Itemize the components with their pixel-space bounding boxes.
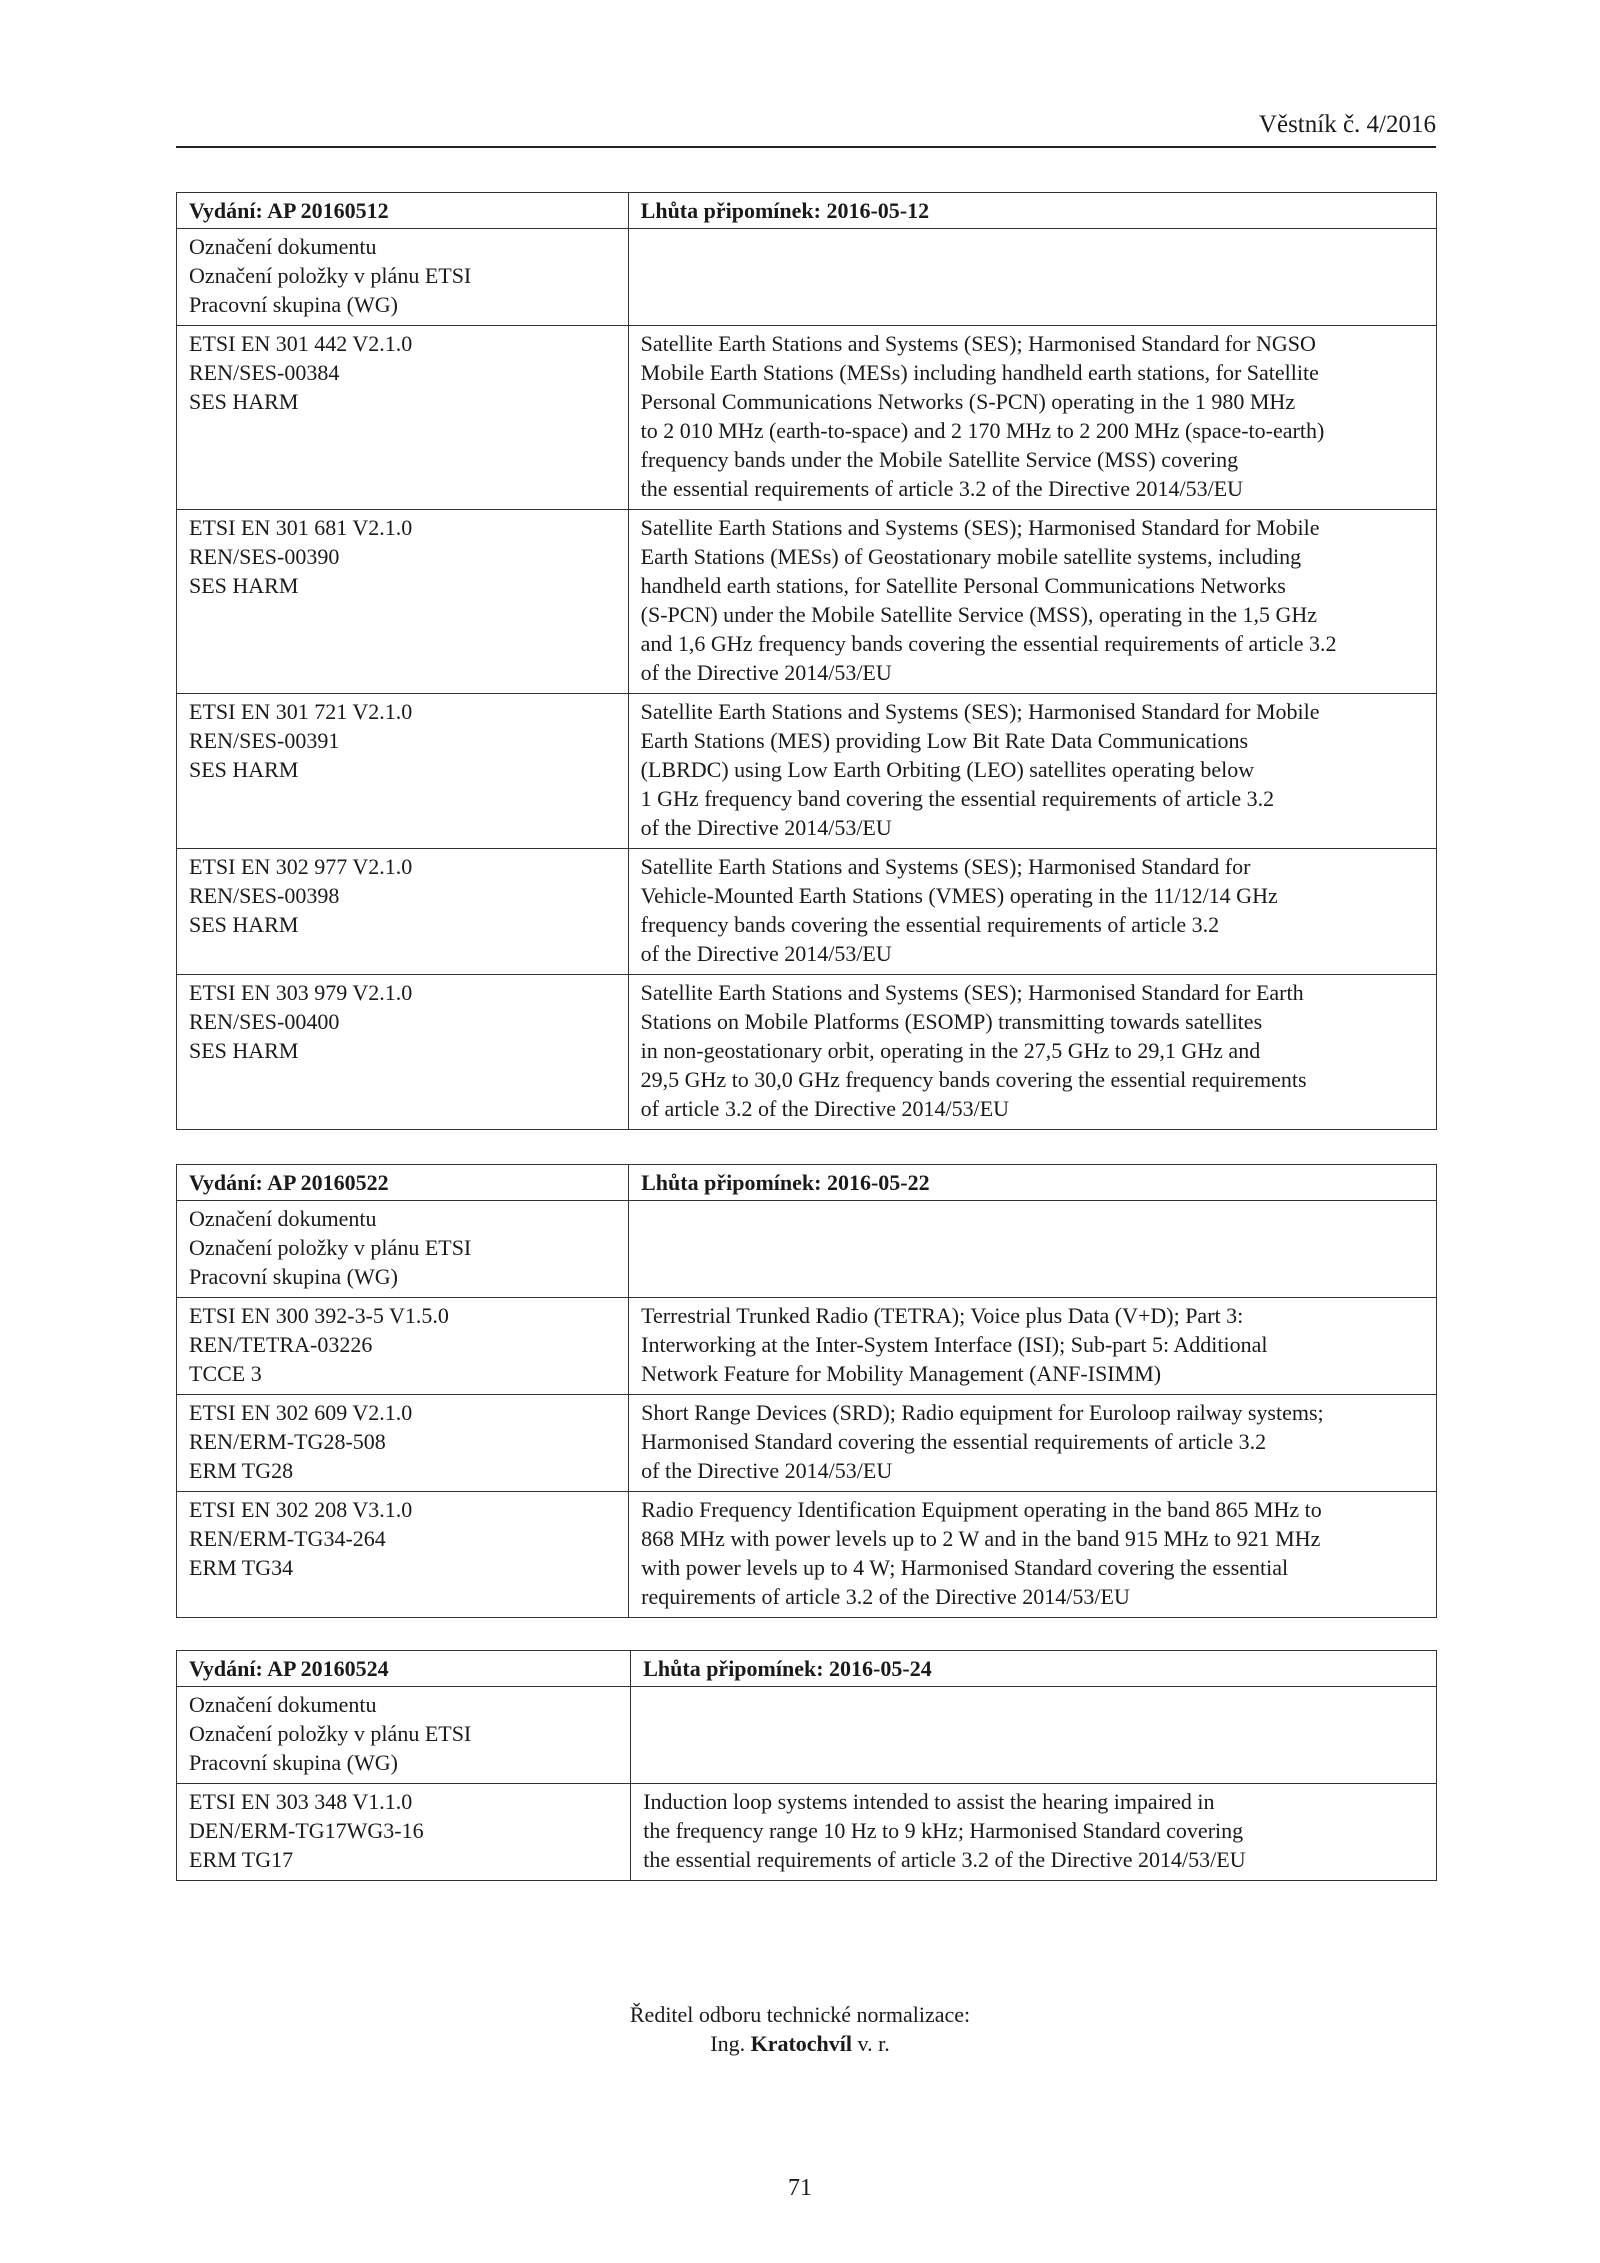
working-group: SES HARM: [189, 389, 299, 414]
work-item: REN/SES-00398: [189, 883, 340, 908]
title-line: Network Feature for Mobility Management (ANF-ISIMM): [641, 1361, 1162, 1386]
signatory-name: Kratochvíl: [750, 2031, 853, 2056]
title-line: frequency bands covering the essential requirements of article 3.2: [640, 912, 1220, 937]
working-group: ERM TG17: [189, 1847, 294, 1872]
title-line: Satellite Earth Stations and Systems (SES); Harmonised Standard for Mobile: [640, 515, 1320, 540]
standard-number: ETSI EN 302 609 V2.1.0: [189, 1400, 413, 1425]
label-line: Označení dokumentu: [189, 234, 377, 259]
table-row: [177, 1492, 1437, 1618]
table-row: [177, 849, 1437, 975]
title-line: requirements of article 3.2 of the Directive 2014/53/EU: [641, 1584, 1130, 1609]
title-line: Short Range Devices (SRD); Radio equipment for Euroloop railway systems;: [641, 1400, 1324, 1425]
standard-id-cell: [177, 694, 629, 849]
label-line: Pracovní skupina (WG): [189, 1750, 398, 1775]
signatory-name-line: [0, 2029, 1600, 2058]
standard-title-cell: [628, 975, 1436, 1130]
empty-cell: [629, 1201, 1437, 1298]
deadline-cell: Lhůta připomínek: 2016-05-24: [631, 1651, 1437, 1687]
title-line: Satellite Earth Stations and Systems (SES); Harmonised Standard for Mobile: [640, 699, 1320, 724]
title-line: of the Directive 2014/53/EU: [641, 1458, 893, 1483]
working-group: ERM TG34: [189, 1555, 294, 1580]
label-row: [177, 229, 1437, 326]
standard-number: ETSI EN 302 977 V2.1.0: [189, 854, 413, 879]
work-item: REN/TETRA-03226: [189, 1332, 373, 1357]
title-line: to 2 010 MHz (earth-to-space) and 2 170 MHz to 2 200 MHz (space-to-earth): [640, 418, 1325, 443]
standard-title-cell: [629, 1298, 1437, 1395]
title-line: of article 3.2 of the Directive 2014/53/EU: [640, 1096, 1010, 1121]
title-line: of the Directive 2014/53/EU: [640, 815, 892, 840]
work-item: REN/SES-00384: [189, 360, 340, 385]
title-line: Induction loop systems intended to assist the hearing impaired in: [643, 1789, 1215, 1814]
announcement-table: [176, 1650, 1437, 1881]
title-line: Mobile Earth Stations (MESs) including handheld earth stations, for Satellite: [640, 360, 1319, 385]
label-cell: [177, 229, 629, 326]
work-item: REN/SES-00400: [189, 1009, 340, 1034]
work-item: REN/ERM-TG28-508: [189, 1429, 386, 1454]
label-line: Označení položky v plánu ETSI: [189, 1235, 472, 1260]
standard-number: ETSI EN 303 348 V1.1.0: [189, 1789, 413, 1814]
table-row: [177, 510, 1437, 694]
issue-cell: Vydání: AP 20160522: [177, 1165, 629, 1201]
table-header-row: [177, 1165, 1437, 1201]
standard-id-cell: [177, 326, 629, 510]
standard-title-cell: [631, 1784, 1437, 1881]
signatory-suffix: v. r.: [857, 2031, 890, 2056]
table-row: [177, 975, 1437, 1130]
title-line: frequency bands under the Mobile Satellite Service (MSS) covering: [640, 447, 1239, 472]
title-line: 868 MHz with power levels up to 2 W and in the band 915 MHz to 921 MHz: [641, 1526, 1321, 1551]
table-row: [177, 1395, 1437, 1492]
title-line: 1 GHz frequency band covering the essential requirements of article 3.2: [640, 786, 1275, 811]
title-line: Satellite Earth Stations and Systems (SES); Harmonised Standard for: [640, 854, 1251, 879]
label-cell: [177, 1687, 631, 1784]
title-line: handheld earth stations, for Satellite Personal Communications Networks: [640, 573, 1286, 598]
work-item: DEN/ERM-TG17WG3-16: [189, 1818, 424, 1843]
standard-number: ETSI EN 300 392-3-5 V1.5.0: [189, 1303, 449, 1328]
standard-number: ETSI EN 301 721 V2.1.0: [189, 699, 413, 724]
standard-number: ETSI EN 302 208 V3.1.0: [189, 1497, 413, 1522]
standard-id-cell: [177, 1298, 629, 1395]
standard-title-cell: [629, 1395, 1437, 1492]
title-line: Stations on Mobile Platforms (ESOMP) transmitting towards satellites: [640, 1009, 1263, 1034]
title-line: with power levels up to 4 W; Harmonised Standard covering the essential: [641, 1555, 1289, 1580]
issue-cell: Vydání: AP 20160524: [177, 1651, 631, 1687]
title-line: 29,5 GHz to 30,0 GHz frequency bands covering the essential requirements: [640, 1067, 1307, 1092]
standard-id-cell: [177, 1492, 629, 1618]
work-item: REN/SES-00391: [189, 728, 340, 753]
empty-cell: [628, 229, 1436, 326]
table-row: [177, 694, 1437, 849]
title-line: the frequency range 10 Hz to 9 kHz; Harmonised Standard covering: [643, 1818, 1244, 1843]
table-row: [177, 1298, 1437, 1395]
title-line: Interworking at the Inter-System Interface (ISI); Sub-part 5: Additional: [641, 1332, 1268, 1357]
title-line: Satellite Earth Stations and Systems (SES); Harmonised Standard for Earth: [640, 980, 1304, 1005]
deadline-cell: Lhůta připomínek: 2016-05-22: [629, 1165, 1437, 1201]
label-line: Pracovní skupina (WG): [189, 292, 398, 317]
label-line: Označení položky v plánu ETSI: [189, 1721, 472, 1746]
title-line: Terrestrial Trunked Radio (TETRA); Voice plus Data (V+D); Part 3:: [641, 1303, 1244, 1328]
signatory-title: Ing.: [710, 2031, 746, 2056]
working-group: ERM TG28: [189, 1458, 294, 1483]
working-group: TCCE 3: [189, 1361, 262, 1386]
standard-title-cell: [628, 694, 1436, 849]
title-line: the essential requirements of article 3.2 of the Directive 2014/53/EU: [640, 476, 1244, 501]
table-row: [177, 326, 1437, 510]
signatory-role: Ředitel odboru technické normalizace:: [629, 2002, 971, 2027]
title-line: (LBRDC) using Low Earth Orbiting (LEO) satellites operating below: [640, 757, 1255, 782]
standard-id-cell: [177, 849, 629, 975]
title-line: Vehicle-Mounted Earth Stations (VMES) operating in the 11/12/14 GHz: [640, 883, 1278, 908]
title-line: Satellite Earth Stations and Systems (SES); Harmonised Standard for NGSO: [640, 331, 1316, 356]
title-line: in non-geostationary orbit, operating in the 27,5 GHz to 29,1 GHz and: [640, 1038, 1261, 1063]
working-group: SES HARM: [189, 912, 299, 937]
label-cell: [177, 1201, 629, 1298]
title-line: Earth Stations (MES) providing Low Bit Rate Data Communications: [640, 728, 1249, 753]
title-line: Earth Stations (MESs) of Geostationary mobile satellite systems, including: [640, 544, 1302, 569]
standard-id-cell: [177, 1395, 629, 1492]
working-group: SES HARM: [189, 1038, 299, 1063]
label-line: Označení dokumentu: [189, 1206, 377, 1231]
standard-title-cell: [628, 849, 1436, 975]
standard-number: ETSI EN 301 442 V2.1.0: [189, 331, 413, 356]
title-line: of the Directive 2014/53/EU: [640, 941, 892, 966]
issue-cell: Vydání: AP 20160512: [177, 193, 629, 229]
table-header-row: [177, 193, 1437, 229]
page-number: 71: [788, 2175, 812, 2201]
empty-cell: [631, 1687, 1437, 1784]
working-group: SES HARM: [189, 573, 299, 598]
standard-number: ETSI EN 303 979 V2.1.0: [189, 980, 413, 1005]
announcement-table: [176, 1164, 1437, 1618]
deadline-cell: Lhůta připomínek: 2016-05-12: [628, 193, 1436, 229]
title-line: Harmonised Standard covering the essential requirements of article 3.2: [641, 1429, 1267, 1454]
label-line: Pracovní skupina (WG): [189, 1264, 398, 1289]
table-header-row: [177, 1651, 1437, 1687]
page-header: [176, 110, 1436, 148]
standard-title-cell: [628, 326, 1436, 510]
label-row: [177, 1201, 1437, 1298]
standard-title-cell: [629, 1492, 1437, 1618]
journal-issue: Věstník č. 4/2016: [1258, 111, 1436, 138]
working-group: SES HARM: [189, 757, 299, 782]
title-line: Personal Communications Networks (S-PCN) operating in the 1 980 MHz: [640, 389, 1296, 414]
table-row: [177, 1784, 1437, 1881]
title-line: (S-PCN) under the Mobile Satellite Service (MSS), operating in the 1,5 GHz: [640, 602, 1318, 627]
title-line: Radio Frequency Identification Equipment operating in the band 865 MHz to: [641, 1497, 1322, 1522]
title-line: of the Directive 2014/53/EU: [640, 660, 892, 685]
work-item: REN/ERM-TG34-264: [189, 1526, 386, 1551]
announcement-table: [176, 192, 1437, 1130]
standard-title-cell: [628, 510, 1436, 694]
work-item: REN/SES-00390: [189, 544, 340, 569]
standard-id-cell: [177, 1784, 631, 1881]
title-line: the essential requirements of article 3.2 of the Directive 2014/53/EU: [643, 1847, 1246, 1872]
label-line: Označení dokumentu: [189, 1692, 377, 1717]
standard-id-cell: [177, 975, 629, 1130]
signature-block: [0, 2000, 1600, 2058]
label-row: [177, 1687, 1437, 1784]
standard-number: ETSI EN 301 681 V2.1.0: [189, 515, 413, 540]
standard-id-cell: [177, 510, 629, 694]
title-line: and 1,6 GHz frequency bands covering the essential requirements of article 3.2: [640, 631, 1337, 656]
label-line: Označení položky v plánu ETSI: [189, 263, 472, 288]
